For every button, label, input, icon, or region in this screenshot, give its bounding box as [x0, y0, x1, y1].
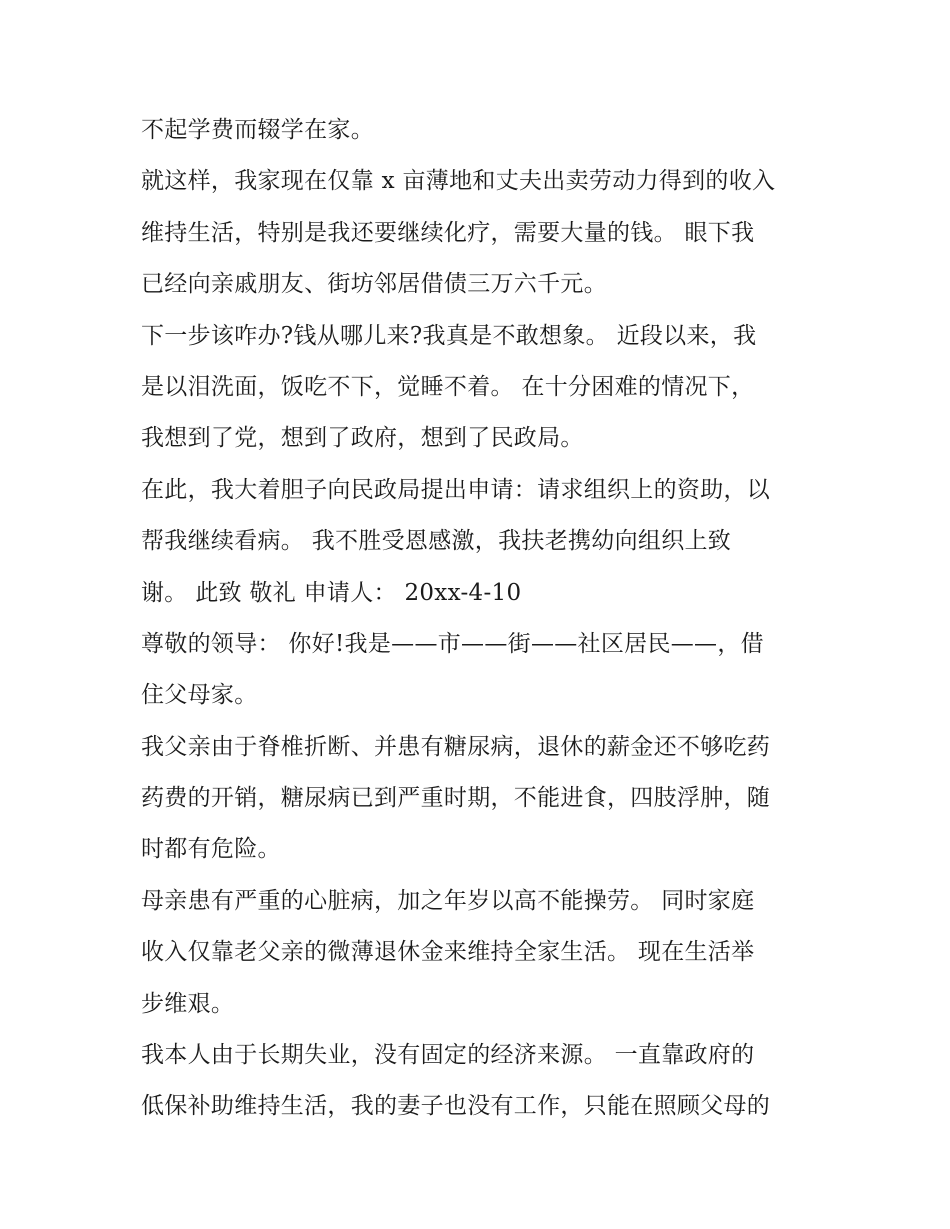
text-line: 就这样，我家现在仅靠 x 亩薄地和丈夫出卖劳动力得到的收入	[141, 168, 776, 195]
text-line: 已经向亲戚朋友、街坊邻居借债三万六千元。	[141, 271, 607, 298]
text-line: 在此，我大着胆子向民政局提出申请：请求组织上的资助，以	[141, 476, 771, 503]
text-line: 维持生活，特别是我还要继续化疗，需要大量的钱。 眼下我	[141, 219, 755, 246]
text-line: 尊敬的领导： 你好!我是——市——街——社区居民——，借	[141, 630, 764, 657]
text-line: 帮我继续看病。 我不胜受恩感激，我扶老携幼向组织上致	[141, 528, 732, 555]
text-line: 母亲患有严重的心脏病，加之年岁以高不能操劳。 同时家庭	[141, 887, 755, 914]
text-line: 我父亲由于脊椎折断、并患有糖尿病，退休的薪金还不够吃药	[141, 733, 771, 760]
text-line: 住父母家。	[141, 682, 258, 709]
text-line: 不起学费而辍学在家。	[141, 117, 374, 143]
text-line: 低保补助维持生活，我的妻子也没有工作，只能在照顾父母的	[141, 1093, 771, 1120]
text-line: 我本人由于长期失业，没有固定的经济来源。 一直靠政府的	[141, 1042, 755, 1069]
text-line: 谢。 此致 敬礼 申请人： 20xx-4-10	[141, 579, 522, 606]
text-line: 下一步该咋办?钱从哪儿来?我真是不敢想象。 近段以来，我	[141, 322, 757, 349]
document-body	[141, 105, 831, 1133]
text-line: 是以泪洗面，饭吃不下，觉睡不着。 在十分困难的情况下，	[141, 373, 755, 400]
text-line: 药费的开销，糖尿病已到严重时期，不能进食，四肢浮肿，随	[141, 785, 771, 812]
text-line: 收入仅靠老父亲的微薄退休金来维持全家生活。 现在生活举	[141, 939, 755, 966]
text-line: 步维艰。	[141, 990, 235, 1017]
text-line: 我想到了党，想到了政府，想到了民政局。	[141, 425, 584, 452]
text-line: 时都有危险。	[141, 836, 281, 863]
